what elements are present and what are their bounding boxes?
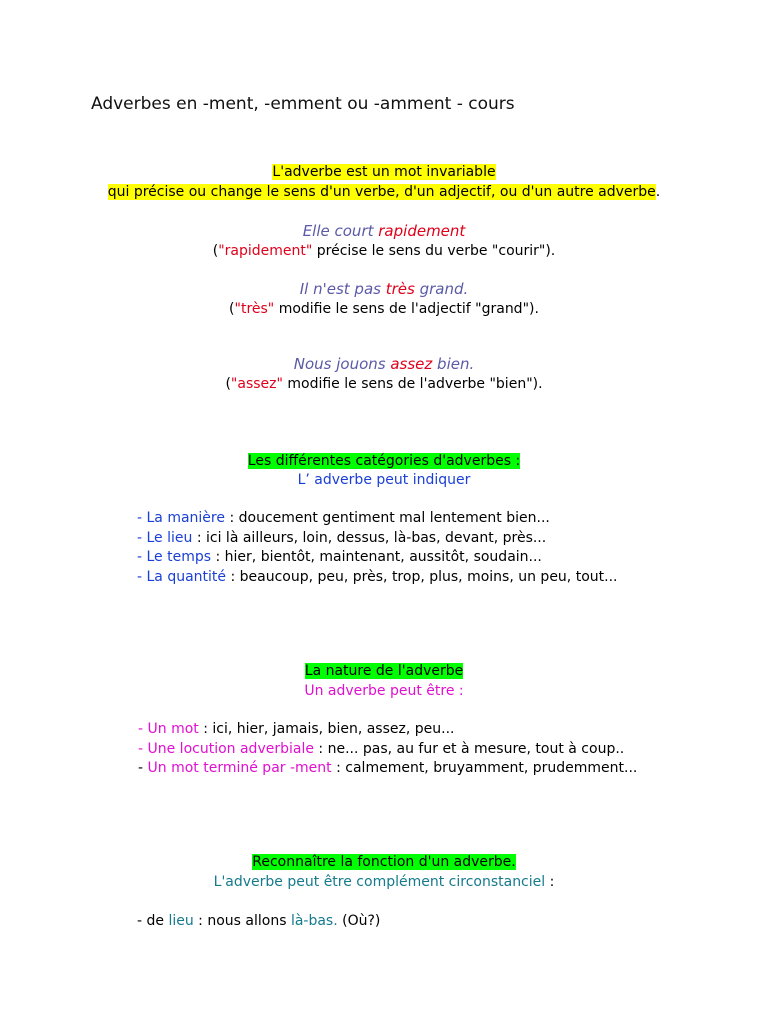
page-title: Adverbes en -ment, -emment ou -amment - cours xyxy=(91,94,515,114)
example-explanation-3: ("assez" modifie le sens de l'adverbe "bien"). xyxy=(225,376,543,392)
adverb-highlight: assez xyxy=(390,355,433,373)
example-sentence-1: Elle court rapidement xyxy=(302,222,466,240)
list-item: - Un mot : ici, hier, jamais, bien, assez, peu... xyxy=(138,721,455,737)
definition-line-2: qui précise ou change le sens d'un verbe, d'un adjectif, ou d'un autre adverbe. xyxy=(107,184,661,200)
categories-subheading: L’ adverbe peut indiquer xyxy=(297,472,471,488)
list-item: - La manière : doucement gentiment mal lentement bien... xyxy=(137,510,550,526)
nature-heading: La nature de l'adverbe xyxy=(304,663,464,679)
adverb-highlight: très xyxy=(385,280,415,298)
fonction-subheading: L'adverbe peut être complément circonstanciel : xyxy=(213,874,555,890)
nature-list xyxy=(138,720,637,779)
list-item: - Un mot terminé par -ment : calmement, bruyamment, prudemment... xyxy=(138,760,638,776)
example-explanation-2: ("très" modifie le sens de l'adjectif "grand"). xyxy=(229,301,539,317)
categories-heading: Les différentes catégories d'adverbes : xyxy=(247,453,521,469)
definition-line-1: L'adverbe est un mot invariable xyxy=(272,164,496,180)
nature-subheading: Un adverbe peut être : xyxy=(304,683,464,699)
list-item: - La quantité : beaucoup, peu, près, trop, plus, moins, un peu, tout... xyxy=(137,568,618,585)
categories-list xyxy=(137,509,617,587)
list-item: - Une locution adverbiale : ne... pas, au fur et à mesure, tout à coup.. xyxy=(138,740,625,757)
fonction-heading: Reconnaître la fonction d'un adverbe. xyxy=(252,854,516,870)
list-item: - de lieu : nous allons là-bas. (Où?) xyxy=(137,913,381,929)
example-explanation-1: ("rapidement" précise le sens du verbe "courir"). xyxy=(212,243,556,259)
list-item: - Le temps : hier, bientôt, maintenant, aussitôt, soudain... xyxy=(137,549,542,565)
example-sentence-2: Il n'est pas très grand. xyxy=(299,280,469,298)
list-item: - Le lieu : ici là ailleurs, loin, dessus, là-bas, devant, près... xyxy=(137,529,547,546)
fonction-list xyxy=(137,912,380,932)
example-sentence-3: Nous jouons assez bien. xyxy=(293,355,475,373)
adverb-highlight: rapidement xyxy=(378,222,466,240)
